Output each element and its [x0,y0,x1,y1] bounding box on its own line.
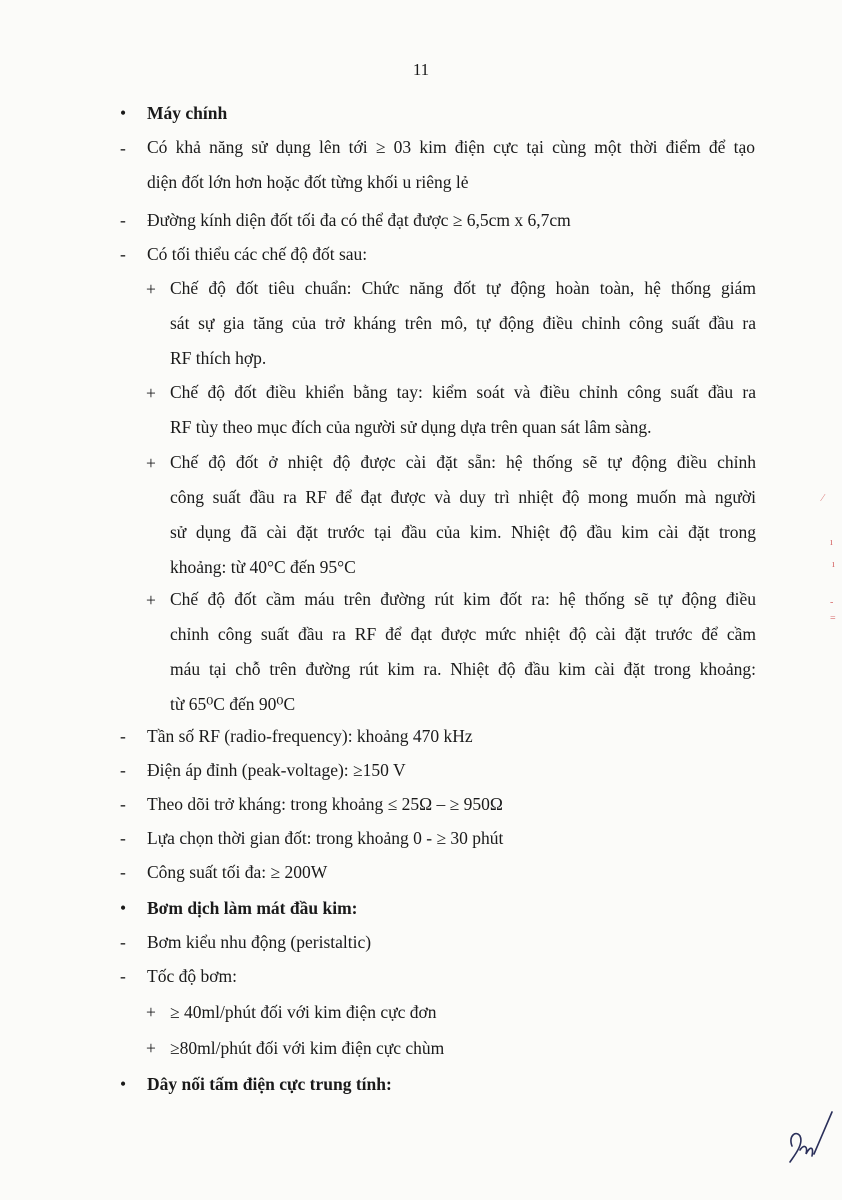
dash-marker: - [120,828,126,848]
list-item [147,130,755,200]
sub-list-item-line: RF tùy theo mục đích của người sử dụng dựa trên quan sát lâm sàng. [170,417,652,437]
dash-marker: - [120,760,126,780]
dash-marker: - [120,210,126,230]
margin-mark: = [830,613,836,624]
plus-marker: + [146,279,156,299]
section-heading-cooling-pump: Bơm dịch làm mát đầu kim: [147,898,358,918]
dash-marker: - [120,794,126,814]
list-item: Bơm kiểu nhu động (peristaltic) [147,932,372,952]
sub-list-item [170,271,756,376]
margin-mark: - [830,597,834,608]
margin-mark: ⁄ [822,493,824,504]
bullet-marker: • [120,898,127,918]
list-item: Tốc độ bơm: [147,966,237,986]
plus-marker: + [146,1038,156,1058]
sub-list-item-line: chỉnh công suất đầu ra RF để đạt được mức nhiệt độ cài đặt trước để cầm [170,624,756,644]
signature-mark [786,1106,836,1166]
bullet-marker: • [120,103,127,123]
margin-mark: ı [830,537,833,548]
sub-list-item [170,445,756,585]
sub-list-item: ≥80ml/phút đối với kim điện cực chùm [170,1038,445,1058]
sub-list-item-line: khoảng: từ 40°C đến 95°C [170,557,356,577]
sub-list-item-line: từ 65⁰C đến 90⁰C [170,694,296,714]
plus-marker: + [146,1002,156,1022]
sub-list-item [170,582,756,722]
page-number: 11 [412,60,430,79]
sub-list-item-line: sử dụng đã cài đặt trước tại đầu của kim. Nhiệt độ đầu kim cài đặt trong [170,522,756,542]
sub-list-item-line: Chế độ đốt điều khiển bằng tay: kiểm soát và điều chỉnh công suất đầu ra [170,382,756,402]
list-item: Điện áp đỉnh (peak-voltage): ≥150 V [147,760,406,780]
section-heading-main-unit: Máy chính [147,103,228,123]
list-item-line: diện đốt lớn hơn hoặc đốt từng khối u riêng lẻ [147,172,469,192]
dash-marker: - [120,726,126,746]
plus-marker: + [146,453,156,473]
dash-marker: - [120,966,126,986]
sub-list-item-line: công suất đầu ra RF để đạt được và duy trì nhiệt độ mong muốn mà người [170,487,756,507]
list-item: Có tối thiểu các chế độ đốt sau: [147,244,368,264]
plus-marker: + [146,383,156,403]
list-item: Công suất tối đa: ≥ 200W [147,862,328,882]
sub-list-item-line: RF thích hợp. [170,348,267,368]
dash-marker: - [120,244,126,264]
list-item-line: Có khả năng sử dụng lên tới ≥ 03 kim điện cực tại cùng một thời điểm để tạo [147,137,755,157]
dash-marker: - [120,862,126,882]
list-item: Tần số RF (radio-frequency): khoảng 470 kHz [147,726,473,746]
dash-marker: - [120,932,126,952]
sub-list-item-line: Chế độ đốt ở nhiệt độ được cài đặt sẵn: hệ thống sẽ tự động điều chỉnh [170,452,756,472]
plus-marker: + [146,590,156,610]
dash-marker: - [120,138,126,158]
sub-list-item-line: Chế độ đốt tiêu chuẩn: Chức năng đốt tự động hoàn toàn, hệ thống giám [170,278,756,298]
sub-list-item-line: sát sự gia tăng của trở kháng trên mô, tự động điều chỉnh công suất đầu ra [170,313,756,333]
margin-mark: ı [832,559,835,570]
bullet-marker: • [120,1074,127,1094]
list-item: Lựa chọn thời gian đốt: trong khoảng 0 - ≥ 30 phút [147,828,504,848]
list-item: Theo dõi trở kháng: trong khoảng ≤ 25Ω – ≥ 950Ω [147,794,503,814]
sub-list-item-line: Chế độ đốt cầm máu trên đường rút kim đốt ra: hệ thống sẽ tự động điều [170,589,756,609]
sub-list-item [170,375,756,445]
section-heading-neutral-cable: Dây nối tấm điện cực trung tính: [147,1074,392,1094]
sub-list-item-line: máu tại chỗ trên đường rút kim ra. Nhiệt độ đầu kim cài đặt trong khoảng: [170,659,756,679]
list-item: Đường kính diện đốt tối đa có thể đạt được ≥ 6,5cm x 6,7cm [147,210,571,230]
sub-list-item: ≥ 40ml/phút đối với kim điện cực đơn [170,1002,437,1022]
